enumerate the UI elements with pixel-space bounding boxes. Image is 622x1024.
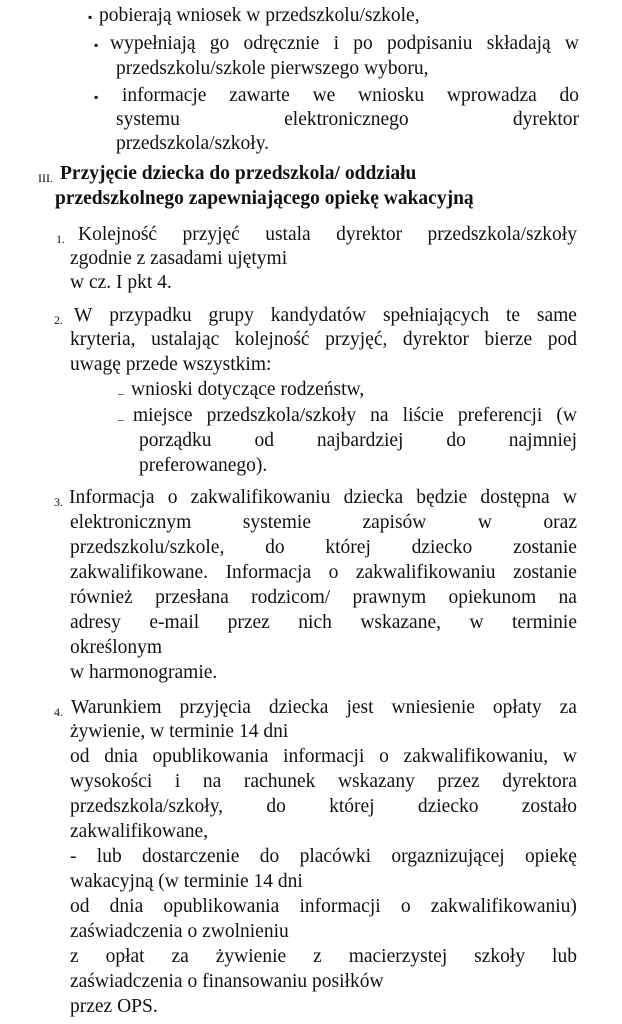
item-4-line-1: Warunkiem przyjęcia dziecka jest wniesienie opłaty za: [71, 697, 577, 718]
intro-item-1: pobierają wniosek w przedszkolu/szkole,: [99, 5, 420, 26]
item-3-line-4: zakwalifikowane. Informacja o zakwalifikowaniu zostanie: [70, 562, 577, 583]
section-title-line-2: przedszkolnego zapewniającego opiekę wakacyjną: [55, 188, 474, 209]
item-number: 3.: [54, 495, 63, 509]
item-2-sub-2-line-1: miejsce przedszkola/szkoły na liście preferencji (w: [133, 405, 577, 426]
item-3-line-2: elektronicznym systemie zapisów w oraz: [70, 512, 577, 533]
item-1-line-1: Kolejność przyjęć ustala dyrektor przedszkola/szkoły: [78, 224, 577, 245]
bullet-marker: ▪: [94, 38, 99, 52]
item-4-line-13: przez OPS.: [70, 996, 158, 1017]
item-3-line-6: adresy e-mail przez nich wskazane, w terminie: [70, 612, 577, 633]
item-number: 1.: [56, 232, 65, 246]
item-4-line-4: wysokości i na rachunek wskazany przez dyrektora: [70, 771, 577, 792]
intro-item-3-line-1: informacje zawarte we wniosku wprowadza do: [122, 85, 579, 106]
bullet-marker: ▪: [94, 90, 99, 104]
item-2-sub-2-line-2: porządku od najbardziej do najmniej: [139, 430, 577, 451]
item-3-line-7: określonym: [70, 637, 163, 658]
item-4-line-11: z opłat za żywienie z macierzystej szkoły lub: [70, 946, 577, 967]
item-3-line-1: Informacja o zakwalifikowaniu dziecka będzie dostępna w: [69, 487, 577, 508]
item-4-line-12: zaświadczenia o finansowaniu posiłków: [70, 971, 384, 992]
item-1-line-2: zgodnie z zasadami ujętymi: [70, 248, 288, 269]
dash-marker: –: [118, 412, 124, 426]
item-4-line-5: przedszkola/szkoły, do której dziecko zostało: [70, 796, 577, 817]
intro-item-2-line-1: wypełniają go odręcznie i po podpisaniu składają w: [110, 33, 579, 54]
item-4-line-2: żywienie, w terminie 14 dni: [70, 721, 289, 742]
item-2-line-3: uwagę przede wszystkim:: [70, 354, 272, 375]
item-4-line-3: od dnia opublikowania informacji o zakwalifikowaniu, w: [70, 746, 577, 767]
item-4-line-8: wakacyjną (w terminie 14 dni: [70, 871, 303, 892]
item-4-line-7: - lub dostarczenie do placówki orgaznizującej opiekę: [70, 846, 577, 867]
item-2-line-1: W przypadku grupy kandydatów spełniających te same: [74, 305, 577, 326]
bullet-marker: ▪: [88, 10, 93, 24]
item-2-line-2: kryteria, ustalając kolejność przyjęć, dyrektor bierze pod: [70, 329, 577, 350]
section-title-line-1: Przyjęcie dziecka do przedszkola/ oddziału: [60, 163, 417, 184]
item-2-sub-2-line-3: preferowanego).: [139, 455, 268, 476]
dash-marker: –: [118, 386, 124, 400]
item-number: 2.: [54, 313, 63, 327]
item-1-line-3: w cz. I pkt 4.: [70, 272, 172, 293]
section-number: III.: [38, 171, 53, 185]
intro-item-3-line-3: przedszkola/szkoły.: [116, 133, 270, 154]
item-3-line-5: również przesłana rodzicom/ prawnym opiekunom na: [70, 587, 577, 608]
item-2-sub-1: wnioski dotyczące rodzeństw,: [131, 379, 365, 400]
item-4-line-9: od dnia opublikowania informacji o zakwalifikowaniu): [70, 896, 577, 917]
item-4-line-6: zakwalifikowane,: [70, 821, 209, 842]
item-3-line-8: w harmonogramie.: [70, 662, 218, 683]
item-3-line-3: przedszkolu/szkole, do której dziecko zostanie: [70, 537, 577, 558]
intro-item-3-line-2: systemu elektronicznego dyrektor: [116, 109, 579, 130]
intro-item-2-line-2: przedszkolu/szkole pierwszego wyboru,: [116, 58, 429, 79]
item-4-line-10: zaświadczenia o zwolnieniu: [70, 921, 289, 942]
item-number: 4.: [54, 705, 63, 719]
